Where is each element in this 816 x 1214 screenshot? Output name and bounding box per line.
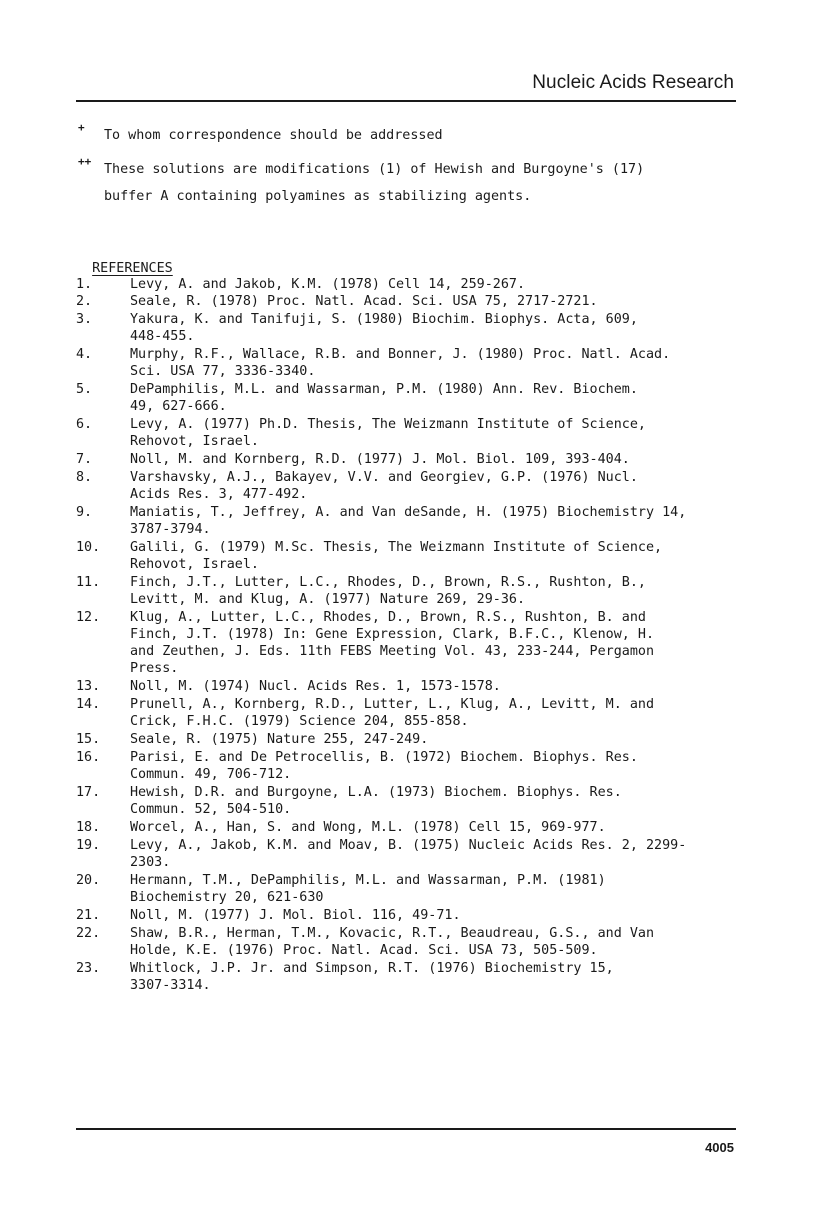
reference-item <box>76 678 736 695</box>
reference-line: Klug, A., Lutter, L.C., Rhodes, D., Brown, R.S., Rushton, B. and <box>130 610 646 625</box>
reference-number: 11. <box>76 575 101 590</box>
reference-line: Crick, F.H.C. (1979) Science 204, 855-858. <box>130 714 469 729</box>
reference-line: and Zeuthen, J. Eds. 11th FEBS Meeting Vol. 43, 233-244, Pergamon <box>130 644 655 659</box>
reference-line: Shaw, B.R., Herman, T.M., Kovacic, R.T., Beaudreau, G.S., and Van <box>130 926 655 941</box>
reference-number: 15. <box>76 732 101 747</box>
reference-number: 3. <box>76 312 93 327</box>
reference-number: 7. <box>76 452 93 467</box>
reference-number: 2. <box>76 294 93 309</box>
reference-item <box>76 872 736 906</box>
reference-item <box>76 469 736 503</box>
reference-item <box>76 609 736 677</box>
reference-number: 22. <box>76 926 101 941</box>
reference-item <box>76 451 736 468</box>
references-heading-text: REFERENCES <box>92 261 173 276</box>
reference-number: 18. <box>76 820 101 835</box>
references-heading <box>76 243 173 277</box>
reference-line: Rehovot, Israel. <box>130 557 259 572</box>
reference-item <box>76 925 736 959</box>
footnote-line: These solutions are modifications (1) of Hewish and Burgoyne's (17) <box>104 162 645 177</box>
reference-line: Hermann, T.M., DePamphilis, M.L. and Wassarman, P.M. (1981) <box>130 873 606 888</box>
reference-line: Seale, R. (1975) Nature 255, 247-249. <box>130 732 429 747</box>
reference-line: Parisi, E. and De Petrocellis, B. (1972) Biochem. Biophys. Res. <box>130 750 638 765</box>
reference-number: 12. <box>76 610 101 625</box>
reference-line: Yakura, K. and Tanifuji, S. (1980) Biochim. Biophys. Acta, 609, <box>130 312 638 327</box>
footnote-line: To whom correspondence should be addressed <box>104 128 443 143</box>
reference-line: 3787-3794. <box>130 522 211 537</box>
reference-line: Acids Res. 3, 477-492. <box>130 487 308 502</box>
reference-line: Maniatis, T., Jeffrey, A. and Van deSande, H. (1975) Biochemistry 14, <box>130 505 687 520</box>
reference-line: 2303. <box>130 855 171 870</box>
reference-line: DePamphilis, M.L. and Wassarman, P.M. (1980) Ann. Rev. Biochem. <box>130 382 638 397</box>
reference-number: 6. <box>76 417 93 432</box>
reference-number: 14. <box>76 697 101 712</box>
footnote <box>76 121 736 144</box>
reference-line: Levy, A., Jakob, K.M. and Moav, B. (1975) Nucleic Acids Res. 2, 2299- <box>130 838 687 853</box>
reference-number: 23. <box>76 961 101 976</box>
reference-line: Levy, A. (1977) Ph.D. Thesis, The Weizmann Institute of Science, <box>130 417 646 432</box>
reference-item <box>76 381 736 415</box>
reference-line: Hewish, D.R. and Burgoyne, L.A. (1973) Biochem. Biophys. Res. <box>130 785 622 800</box>
reference-item <box>76 311 736 345</box>
reference-line: Noll, M. (1977) J. Mol. Biol. 116, 49-71. <box>130 908 461 923</box>
reference-line: Seale, R. (1978) Proc. Natl. Acad. Sci. USA 75, 2717-2721. <box>130 294 598 309</box>
reference-item <box>76 293 736 310</box>
reference-item <box>76 416 736 450</box>
reference-line: 448-455. <box>130 329 195 344</box>
reference-line: Murphy, R.F., Wallace, R.B. and Bonner, J. (1980) Proc. Natl. Acad. <box>130 347 671 362</box>
reference-line: Galili, G. (1979) M.Sc. Thesis, The Weizmann Institute of Science, <box>130 540 663 555</box>
reference-item <box>76 539 736 573</box>
reference-number: 20. <box>76 873 101 888</box>
reference-line: Finch, J.T., Lutter, L.C., Rhodes, D., Brown, R.S., Rushton, B., <box>130 575 646 590</box>
reference-item <box>76 837 736 871</box>
reference-line: Noll, M. and Kornberg, R.D. (1977) J. Mol. Biol. 109, 393-404. <box>130 452 630 467</box>
reference-line: Prunell, A., Kornberg, R.D., Lutter, L., Klug, A., Levitt, M. and <box>130 697 655 712</box>
reference-item <box>76 731 736 748</box>
reference-item <box>76 907 736 924</box>
footnote <box>76 155 736 205</box>
reference-line: Commun. 49, 706-712. <box>130 767 292 782</box>
reference-number: 1. <box>76 277 93 292</box>
reference-number: 8. <box>76 470 93 485</box>
reference-item <box>76 276 736 293</box>
reference-line: Varshavsky, A.J., Bakayev, V.V. and Georgiev, G.P. (1976) Nucl. <box>130 470 638 485</box>
reference-item <box>76 749 736 783</box>
reference-list <box>76 276 736 994</box>
reference-line: Whitlock, J.P. Jr. and Simpson, R.T. (1976) Biochemistry 15, <box>130 961 614 976</box>
reference-item <box>76 504 736 538</box>
reference-line: Press. <box>130 661 179 676</box>
journal-title: Nucleic Acids Research <box>532 72 734 93</box>
reference-number: 19. <box>76 838 101 853</box>
reference-number: 16. <box>76 750 101 765</box>
reference-line: Noll, M. (1974) Nucl. Acids Res. 1, 1573-1578. <box>130 679 501 694</box>
reference-item <box>76 784 736 818</box>
footer-rule <box>76 1128 736 1130</box>
reference-line: Worcel, A., Han, S. and Wong, M.L. (1978) Cell 15, 969-977. <box>130 820 606 835</box>
page-number: 4005 <box>705 1140 734 1155</box>
reference-line: Levy, A. and Jakob, K.M. (1978) Cell 14, 259-267. <box>130 277 526 292</box>
reference-line: Finch, J.T. (1978) In: Gene Expression, Clark, B.F.C., Klenow, H. <box>130 627 655 642</box>
reference-line: Levitt, M. and Klug, A. (1977) Nature 269, 29-36. <box>130 592 526 607</box>
footnote-mark: + <box>78 121 85 134</box>
reference-number: 17. <box>76 785 101 800</box>
reference-line: Sci. USA 77, 3336-3340. <box>130 364 316 379</box>
reference-item <box>76 819 736 836</box>
reference-item <box>76 960 736 994</box>
reference-number: 13. <box>76 679 101 694</box>
reference-line: Holde, K.E. (1976) Proc. Natl. Acad. Sci. USA 73, 505-509. <box>130 943 598 958</box>
reference-line: 3307-3314. <box>130 978 211 993</box>
reference-item <box>76 696 736 730</box>
reference-number: 10. <box>76 540 101 555</box>
reference-line: Commun. 52, 504-510. <box>130 802 292 817</box>
header-rule <box>76 100 736 102</box>
reference-number: 9. <box>76 505 93 520</box>
reference-number: 21. <box>76 908 101 923</box>
reference-number: 5. <box>76 382 93 397</box>
reference-line: 49, 627-666. <box>130 399 227 414</box>
footnote-line: buffer A containing polyamines as stabilizing agents. <box>104 189 532 204</box>
reference-item <box>76 574 736 608</box>
footnote-mark: ++ <box>78 155 92 168</box>
reference-line: Biochemistry 20, 621-630 <box>130 890 324 905</box>
reference-item <box>76 346 736 380</box>
reference-number: 4. <box>76 347 93 362</box>
reference-line: Rehovot, Israel. <box>130 434 259 449</box>
